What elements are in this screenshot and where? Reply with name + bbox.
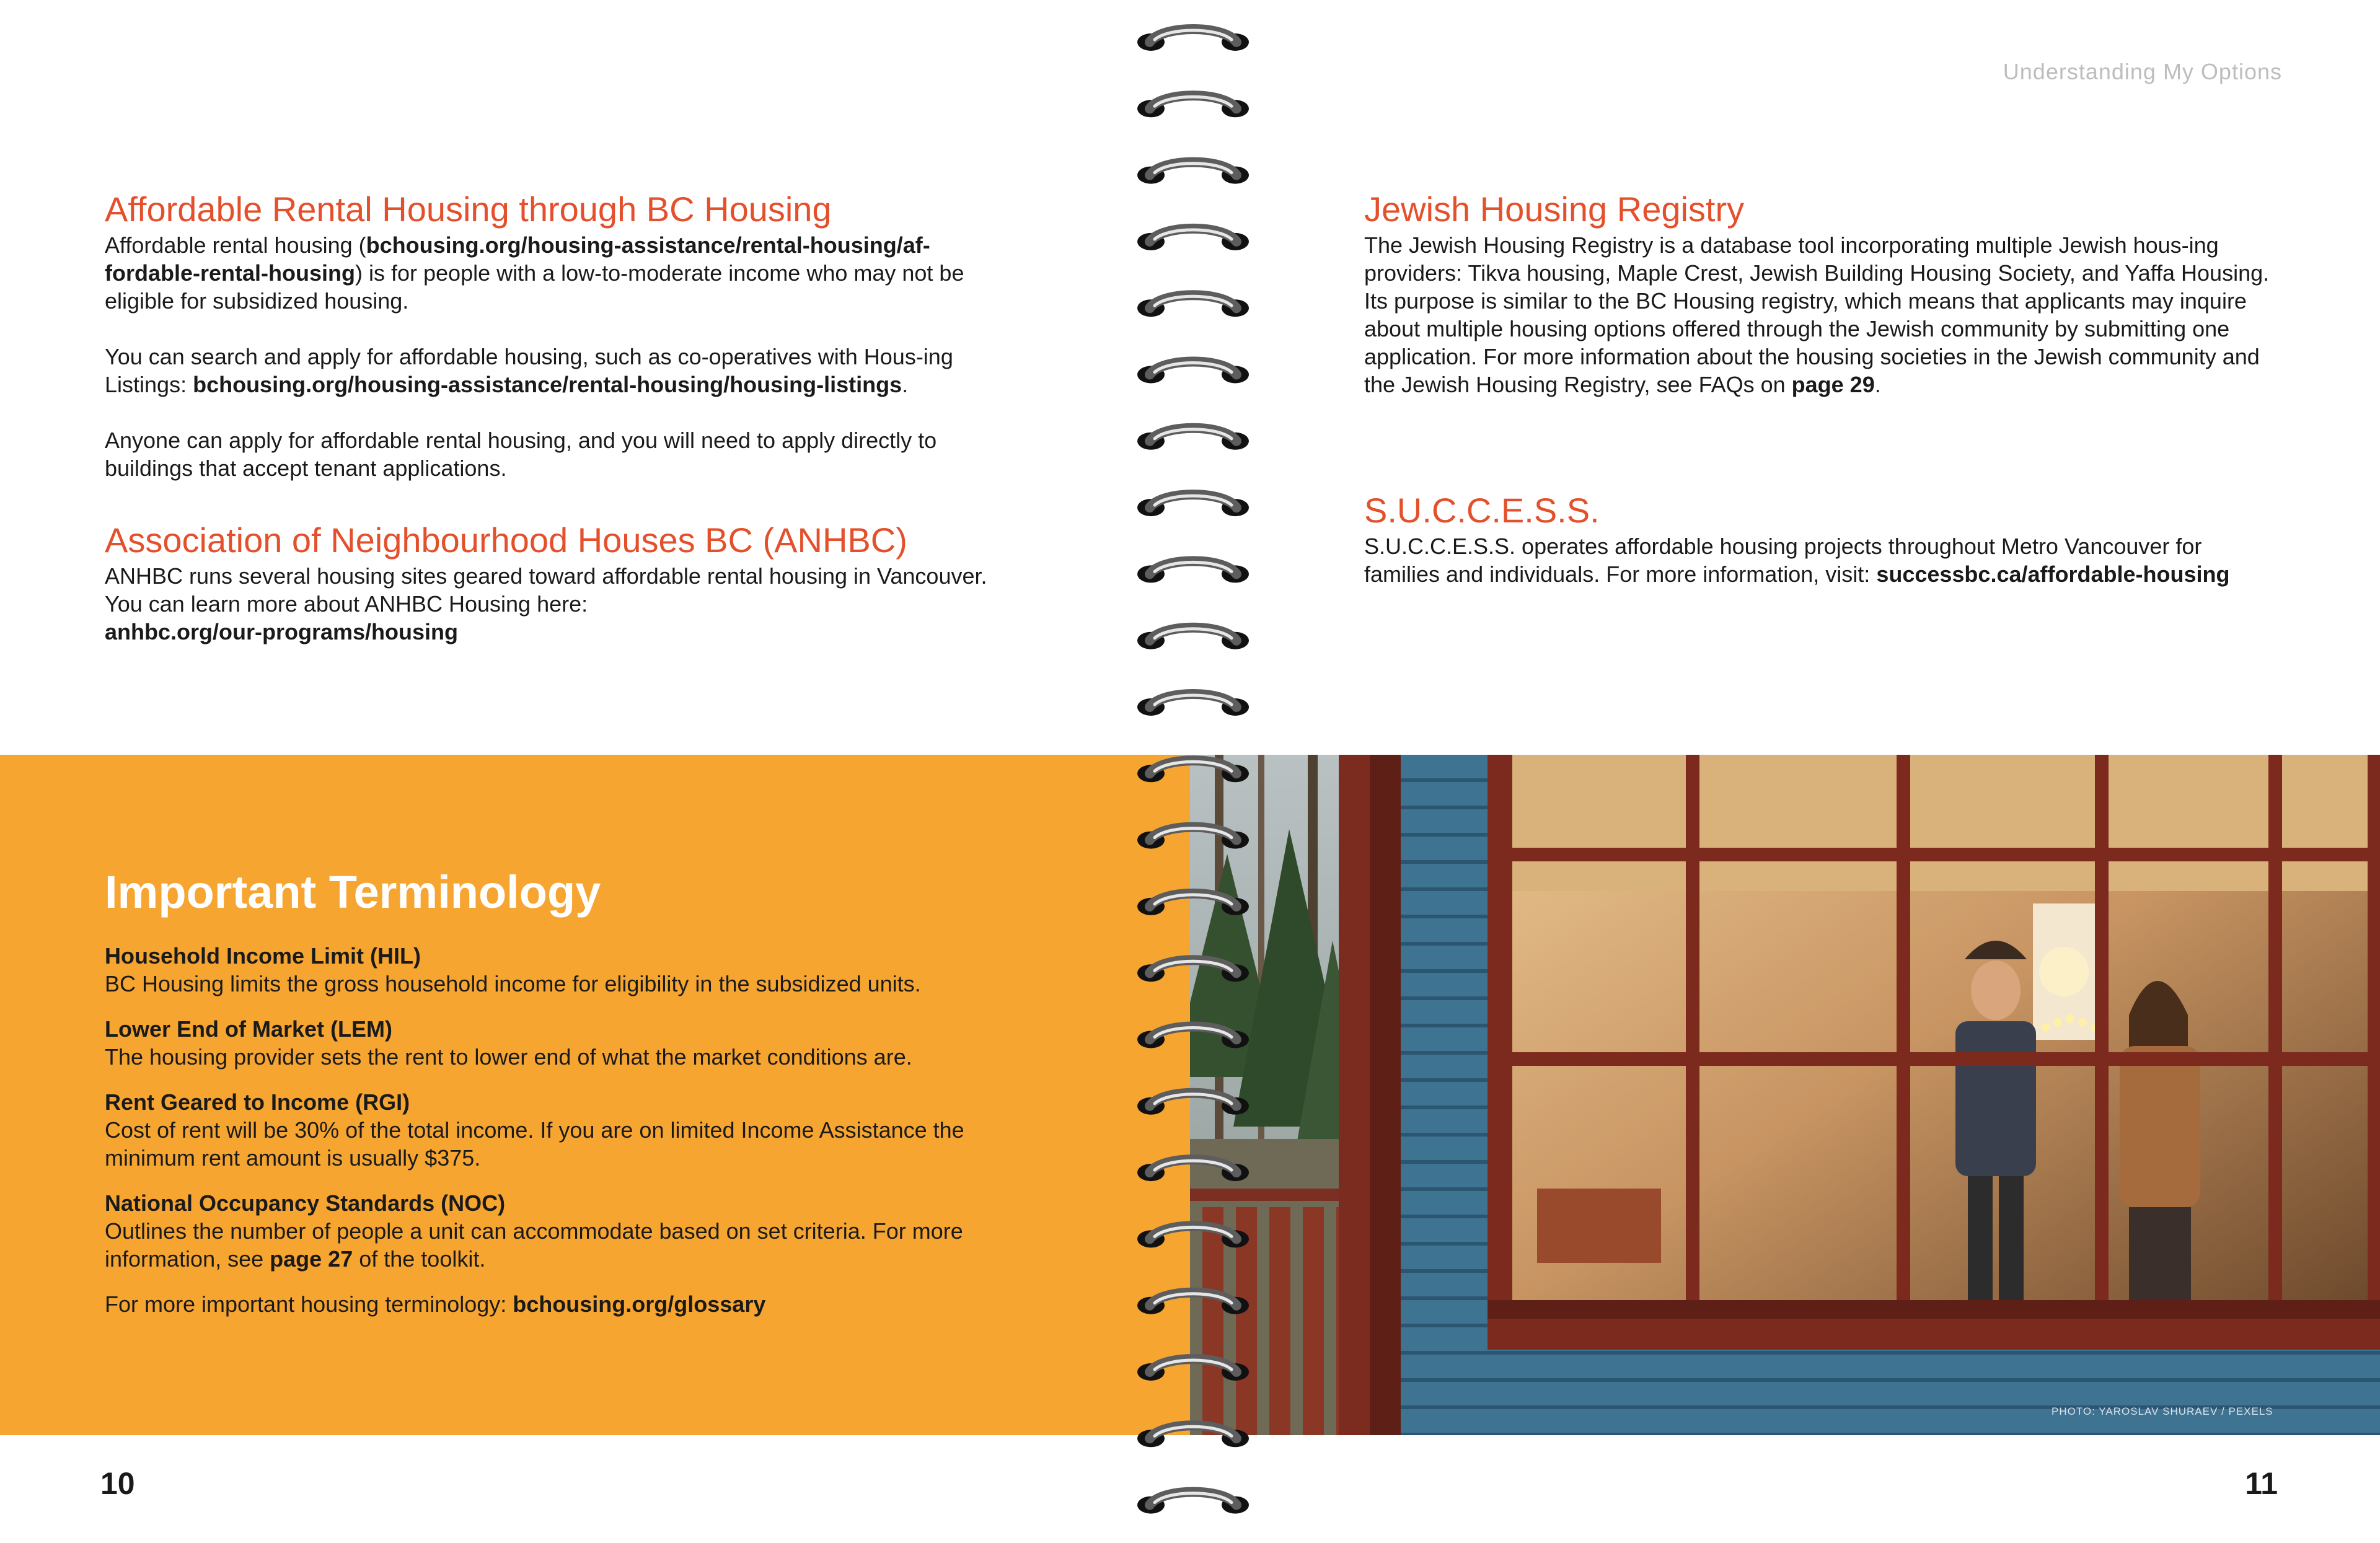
term-name: Lower End of Market (LEM) bbox=[105, 1016, 393, 1042]
terminology-title: Important Terminology bbox=[105, 866, 601, 918]
spiral-ring bbox=[1137, 1293, 1249, 1314]
link-page-29[interactable]: page 29 bbox=[1791, 372, 1875, 397]
link-housing-listings[interactable]: bchousing.org/housing-assistance/rental-housing/housing-listings bbox=[193, 372, 902, 397]
spiral-ring bbox=[1137, 1359, 1249, 1381]
section-success bbox=[1364, 489, 2281, 588]
spiral-ring bbox=[1137, 1093, 1249, 1115]
term-item bbox=[105, 1088, 1034, 1172]
spiral-ring bbox=[1137, 1492, 1249, 1514]
link-anhbc-housing[interactable]: anhbc.org/our-programs/housing bbox=[105, 619, 459, 644]
link-success-housing[interactable]: successbc.ca/affordable-housing bbox=[1876, 561, 2230, 587]
terminology-footer: For more important housing terminology: bchousing.org/glossary bbox=[105, 1291, 766, 1317]
spiral-ring bbox=[1137, 362, 1249, 384]
spiral-ring bbox=[1137, 29, 1249, 51]
spiral-ring bbox=[1137, 162, 1249, 184]
spiral-ring bbox=[1137, 495, 1249, 516]
term-item bbox=[105, 942, 1034, 998]
page-number-right: 11 bbox=[2245, 1466, 2278, 1501]
section-jewish-housing bbox=[1364, 188, 2281, 398]
spiral-binding bbox=[1125, 0, 1255, 1540]
link-glossary[interactable]: bchousing.org/glossary bbox=[513, 1291, 766, 1317]
paragraph: You can search and apply for affordable housing, such as co-operatives with Hous-ing Listings: bchousing.org/housing-assistance/rental-housing/housing-listings. bbox=[105, 344, 953, 397]
term-item bbox=[105, 1015, 1034, 1071]
spiral-ring bbox=[1137, 760, 1249, 782]
spiral-ring bbox=[1137, 295, 1249, 317]
section-anhbc bbox=[105, 519, 1010, 646]
photo-credit: PHOTO: YAROSLAV SHURAEV / PEXELS bbox=[2052, 1405, 2273, 1417]
term-name: Rent Geared to Income (RGI) bbox=[105, 1089, 410, 1115]
term-definition: The housing provider sets the rent to lower end of what the market conditions are. bbox=[105, 1044, 912, 1070]
terminology-list bbox=[105, 942, 1034, 1318]
house-photo bbox=[1190, 755, 2380, 1435]
spiral-ring bbox=[1137, 628, 1249, 649]
section-bc-housing bbox=[105, 188, 1010, 482]
spiral-ring bbox=[1137, 894, 1249, 915]
link-page-27[interactable]: page 27 bbox=[270, 1246, 353, 1272]
paragraph: Affordable rental housing (bchousing.org/housing-assistance/rental-housing/af-fordable-rental-housing) is for people with a low-to-moderate income who may not be eligible for subsidized housing. bbox=[105, 232, 964, 314]
spiral-ring bbox=[1137, 1425, 1249, 1447]
section-heading: Association of Neighbourhood Houses BC (ANHBC) bbox=[105, 521, 907, 560]
paragraph: Anyone can apply for affordable rental housing, and you will need to apply directly to buildings that accept tenant applications. bbox=[105, 428, 937, 481]
term-definition: Outlines the number of people a unit can accommodate based on set criteria. For more information, see page 27 of the toolkit. bbox=[105, 1218, 963, 1272]
spiral-ring bbox=[1137, 694, 1249, 716]
spiral-ring bbox=[1137, 561, 1249, 582]
spiral-ring bbox=[1137, 95, 1249, 117]
term-definition: BC Housing limits the gross household income for eligibility in the subsidized units. bbox=[105, 971, 921, 996]
term-name: Household Income Limit (HIL) bbox=[105, 943, 421, 969]
section-heading: S.U.C.C.E.S.S. bbox=[1364, 491, 1600, 530]
term-definition: Cost of rent will be 30% of the total income. If you are on limited Income Assistance the minimum rent amount is usually $375. bbox=[105, 1117, 964, 1171]
paragraph: S.U.C.C.E.S.S. operates affordable housing projects throughout Metro Vancouver for families and individuals. For more information, visit: successbc.ca/affordable-housing bbox=[1364, 534, 2230, 587]
section-header: Understanding My Options bbox=[2003, 59, 2282, 84]
spiral-ring bbox=[1137, 428, 1249, 450]
spiral-ring bbox=[1137, 827, 1249, 849]
page-number-left: 10 bbox=[100, 1466, 135, 1501]
paragraph: ANHBC runs several housing sites geared toward affordable rental housing in Vancouver. You can learn more about ANHBC Housing here: anhbc.org/our-programs/housing bbox=[105, 563, 987, 644]
spiral-ring bbox=[1137, 960, 1249, 982]
spiral-ring bbox=[1137, 1159, 1249, 1181]
spiral-ring bbox=[1137, 1226, 1249, 1247]
spiral-ring bbox=[1137, 229, 1249, 250]
paragraph: The Jewish Housing Registry is a database tool incorporating multiple Jewish hous-ing providers: Tikva housing, Maple Crest, Jewish Building Housing Society, and Yaffa Housing. Its purpose is similar to the BC Housing registry, which means that applicants may inquire about multiple housing options offered through the Jewish community by submitting one application. For more information about the housing societies in the Jewish community and the Jewish Housing Registry, see FAQs on page 29. bbox=[1364, 232, 2270, 397]
section-heading: Jewish Housing Registry bbox=[1364, 190, 1745, 229]
section-heading: Affordable Rental Housing through BC Housing bbox=[105, 190, 832, 229]
term-item bbox=[105, 1189, 1034, 1273]
spiral-ring bbox=[1137, 1027, 1249, 1048]
term-name: National Occupancy Standards (NOC) bbox=[105, 1190, 506, 1216]
link-bchousing-affordable[interactable]: bchousing.org/housing-assistance/rental-housing/af-fordable-rental-housing bbox=[105, 232, 930, 286]
